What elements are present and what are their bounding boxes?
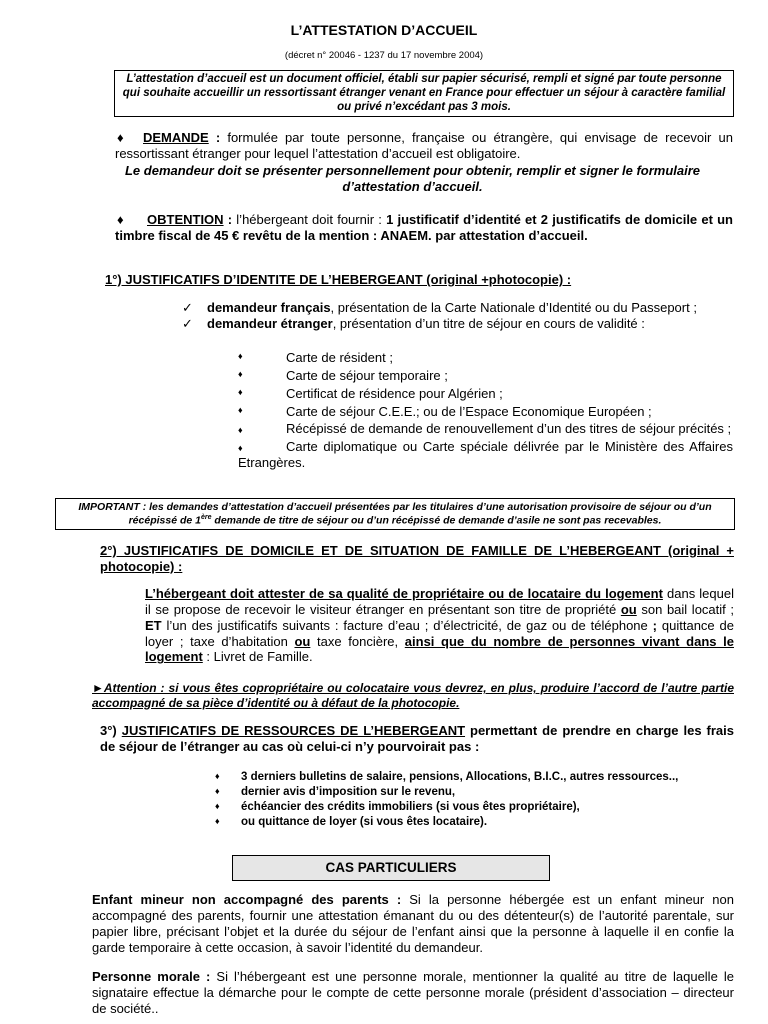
obtention-label: OBTENTION <box>147 212 224 227</box>
diamond-bullet-icon: ♦ <box>238 443 243 454</box>
diamond-bullet-icon: ♦ <box>238 368 243 379</box>
personne-morale-paragraph: Personne morale : Si l’hébergeant est une personne morale, mentionner la qualité au titre de laquelle le signataire effectue la démarche pour le compte de cette personne morale (président d’association – directeur de société.. <box>92 969 734 1016</box>
decree-reference: (décret n° 20046 - 1237 du 17 novembre 2004) <box>284 50 484 61</box>
section3-list <box>215 770 725 830</box>
checkmark-icon: ✓ <box>182 300 193 315</box>
demande-sep: : <box>208 130 228 145</box>
diamond-bullet-icon: ♦ <box>238 351 243 361</box>
diamond-bullet-icon: ♦ <box>238 404 243 415</box>
document-title: L’ATTESTATION D’ACCUEIL <box>290 22 478 38</box>
list-item: ♦ échéancier des crédits immobiliers (si vous êtes propriétaire), <box>215 800 580 813</box>
diamond-bullet-icon: ♦ <box>238 425 243 436</box>
diamond-bullet-icon: ♦ <box>117 130 124 145</box>
diamond-bullet-icon: ♦ <box>215 815 220 826</box>
diamond-bullet-icon: ♦ <box>215 785 220 796</box>
list-item: ♦ Certificat de résidence pour Algérien ; <box>238 385 503 401</box>
diamond-bullet-icon: ♦ <box>117 212 124 227</box>
list-item: ♦ Carte de séjour temporaire ; <box>238 367 448 383</box>
attention-note: ►Attention : si vous êtes copropriétaire ou colocataire vous devrez, en plus, produire l’accord de l’autre partie accompagné de sa pièce d’identité ou à défaut de la photocopie. <box>92 681 734 710</box>
list-item: ♦ Carte diplomatique ou Carte spéciale délivrée par le Ministère des Affaires Etrangères. <box>238 439 733 471</box>
demande-text: formulée par toute personne, française ou étrangère, qui envisage de recevoir un ressortissant étranger pour lequel l’attestation d’accueil est obligatoire. <box>115 130 733 161</box>
list-item: ♦ ou quittance de loyer (si vous êtes locataire). <box>215 815 488 828</box>
list-item: ♦ Carte de séjour C.E.E.; ou de l’Espace Economique Européen ; <box>238 403 652 419</box>
obtention-bold-text: 1 justificatif d’identité et 2 justificatifs de domicile et un timbre fiscal de 45 € revêtu de la mention : ANAEM. par attestation d’accueil. <box>115 212 733 243</box>
checkmark-icon: ✓ <box>182 315 193 331</box>
cas-particuliers-title: CAS PARTICULIERS <box>232 855 550 881</box>
section1-list <box>238 350 733 471</box>
francais-label: demandeur français <box>207 300 331 315</box>
section3-heading: 3°) JUSTIFICATIFS DE RESSOURCES DE L’HEBERGEANT permettant de prendre en charge les frais de séjour de l’étranger au cas où celui-ci n’y pourvoirait pas : <box>100 723 734 754</box>
section2-heading: 2°) JUSTIFICATIFS DE DOMICILE ET DE SITUATION DE FAMILLE DE L’HEBERGEANT (original + photocopie) : <box>100 543 734 574</box>
list-item: ♦ 3 derniers bulletins de salaire, pensions, Allocations, B.I.C., autres ressources.., <box>215 771 679 783</box>
demande-paragraph <box>115 130 733 162</box>
diamond-bullet-icon: ♦ <box>215 771 220 781</box>
francais-text: , présentation de la Carte Nationale d’Identité ou du Passeport ; <box>330 300 697 315</box>
obtention-paragraph <box>115 212 733 244</box>
intro-box: L’attestation d’accueil est un document officiel, établi sur papier sécurisé, rempli et signé par toute personne qui souhaite accueillir un ressortissant étranger venant en France pour effectuer un séjour à caractère familial ou privé n’excédant pas 3 mois. <box>114 70 734 117</box>
obtention-sep: : <box>223 212 237 227</box>
enfant-mineur-paragraph: Enfant mineur non accompagné des parents : Si la personne hébergée est un enfant mineur non accompagné des parents, fournir une attestation émanant du ou des détenteur(s) de l’autorité parentale, sur papier libre, précisant l’objet et la durée du séjour de l’enfant ainsi que la personne à laquelle il en confie la garde temporaire à cette occasion, à savoir l’identité du demandeur. <box>92 892 734 955</box>
section1-francais <box>182 300 733 332</box>
diamond-bullet-icon: ♦ <box>238 386 243 397</box>
section2-paragraph: L’hébergeant doit attester de sa qualité de propriétaire ou de locataire du logement dans lequel il se propose de recevoir le visiteur étranger en présentant son titre de propriété ou son bail locatif ; ET l’un des justificatifs suivants : facture d’eau ; d’électricité, de gaz ou de téléphone ; quittance de loyer ; taxe d’habitation ou taxe foncière, ainsi que du nombre de personnes vivant dans le logement : Livret de Famille. <box>145 586 734 665</box>
etranger-label: demandeur étranger <box>207 315 333 331</box>
diamond-bullet-icon: ♦ <box>215 800 220 811</box>
list-item: ♦ Récépissé de demande de renouvellement d’un des titres de séjour précités ; <box>238 421 732 437</box>
list-item: ♦ dernier avis d’imposition sur le revenu, <box>215 785 456 798</box>
obtention-text: l’hébergeant doit fournir : <box>236 212 387 227</box>
demande-label: DEMANDE <box>143 130 209 145</box>
list-item: ♦ Carte de résident ; <box>238 350 393 365</box>
etranger-text: , présentation d’un titre de séjour en cours de validité : <box>332 315 645 331</box>
demande-note: Le demandeur doit se présenter personnellement pour obtenir, remplir et signer le formulaire d’attestation d’accueil. <box>124 163 701 194</box>
important-box: IMPORTANT : les demandes d’attestation d’accueil présentées par les titulaires d’une autorisation provisoire de séjour ou d’un récépissé de 1ère demande de titre de séjour ou d’un récépissé de demande d’asile ne sont pas recevables. <box>55 498 735 530</box>
section1-heading: 1°) JUSTIFICATIFS D’IDENTITE DE L’HEBERGEANT (original +photocopie) : <box>105 272 572 287</box>
